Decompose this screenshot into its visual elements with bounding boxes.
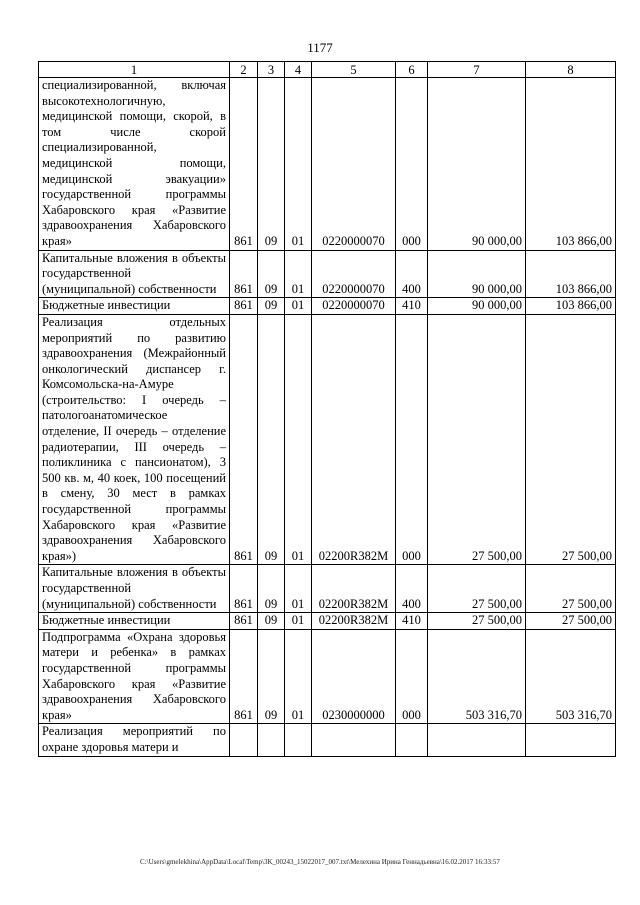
table-row xyxy=(39,250,616,298)
col-header-2: 2 xyxy=(230,62,258,78)
row-name: Бюджетные инвестиции xyxy=(39,613,230,630)
section-code: 09 xyxy=(258,78,285,251)
expense-type-code: 000 xyxy=(396,629,428,724)
header-row xyxy=(39,62,616,78)
amount-col-7: 90 000,00 xyxy=(428,78,526,251)
col-header-3: 3 xyxy=(258,62,285,78)
col-header-1: 1 xyxy=(39,62,230,78)
table-row-continued xyxy=(39,724,616,756)
ved-code: 861 xyxy=(230,78,258,251)
amount-col-7: 27 500,00 xyxy=(428,565,526,613)
col-header-6: 6 xyxy=(396,62,428,78)
amount-col-8: 103 866,00 xyxy=(526,78,616,251)
ved-code: 861 xyxy=(230,629,258,724)
empty-cell xyxy=(396,724,428,756)
amount-col-7: 27 500,00 xyxy=(428,613,526,630)
row-name: Реализация мероприятий по охране здоровья матери и xyxy=(39,724,230,756)
empty-cell xyxy=(258,724,285,756)
ved-code: 861 xyxy=(230,298,258,315)
expense-type-code: 400 xyxy=(396,565,428,613)
section-code: 09 xyxy=(258,629,285,724)
row-name: специализированной, включая высокотехнологичную, медицинской помощи, скорой, в том числе скорой специализированной, медицинской помощи, медицинской эвакуации» государственной программы Хабаровского края «Развитие здравоохранения Хабаровского края» xyxy=(39,78,230,251)
empty-cell xyxy=(312,724,396,756)
section-code: 09 xyxy=(258,613,285,630)
subsection-code: 01 xyxy=(285,78,312,251)
amount-col-7: 90 000,00 xyxy=(428,250,526,298)
amount-col-7: 90 000,00 xyxy=(428,298,526,315)
amount-col-8: 503 316,70 xyxy=(526,629,616,724)
table-row xyxy=(39,78,616,251)
amount-col-8: 103 866,00 xyxy=(526,250,616,298)
empty-cell xyxy=(428,724,526,756)
subsection-code: 01 xyxy=(285,629,312,724)
row-name: Капитальные вложения в объекты государственной (муниципальной) собственности xyxy=(39,250,230,298)
page-number: 1177 xyxy=(307,40,333,55)
table-row xyxy=(39,629,616,724)
target-article-code: 0230000000 xyxy=(312,629,396,724)
table-row xyxy=(39,613,616,630)
ved-code: 861 xyxy=(230,314,258,565)
section-code: 09 xyxy=(258,298,285,315)
expense-type-code: 000 xyxy=(396,314,428,565)
expense-type-code: 410 xyxy=(396,298,428,315)
section-code: 09 xyxy=(258,250,285,298)
target-article-code: 0220000070 xyxy=(312,298,396,315)
table-row xyxy=(39,565,616,613)
col-header-8: 8 xyxy=(526,62,616,78)
expense-type-code: 400 xyxy=(396,250,428,298)
subsection-code: 01 xyxy=(285,250,312,298)
amount-col-7: 27 500,00 xyxy=(428,314,526,565)
empty-cell xyxy=(285,724,312,756)
ved-code: 861 xyxy=(230,565,258,613)
empty-cell xyxy=(230,724,258,756)
col-header-5: 5 xyxy=(312,62,396,78)
expense-type-code: 410 xyxy=(396,613,428,630)
ved-code: 861 xyxy=(230,250,258,298)
amount-col-8: 27 500,00 xyxy=(526,613,616,630)
row-name: Капитальные вложения в объекты государственной (муниципальной) собственности xyxy=(39,565,230,613)
ved-code: 861 xyxy=(230,613,258,630)
file-path-footer: C:\Users\gmelekhina\AppData\Local\Temp\3K_00243_15022017_007.txt\Мелехина Ирина Геннадьевна\16.02.2017 16:33:57 xyxy=(140,858,500,866)
subsection-code: 01 xyxy=(285,613,312,630)
subsection-code: 01 xyxy=(285,565,312,613)
row-name: Бюджетные инвестиции xyxy=(39,298,230,315)
target-article-code: 0220000070 xyxy=(312,250,396,298)
amount-col-8: 103 866,00 xyxy=(526,298,616,315)
target-article-code: 02200R382M xyxy=(312,613,396,630)
target-article-code: 0220000070 xyxy=(312,78,396,251)
expense-type-code: 000 xyxy=(396,78,428,251)
subsection-code: 01 xyxy=(285,298,312,315)
budget-table xyxy=(38,61,616,757)
amount-col-7: 503 316,70 xyxy=(428,629,526,724)
section-code: 09 xyxy=(258,314,285,565)
table-row xyxy=(39,314,616,565)
subsection-code: 01 xyxy=(285,314,312,565)
target-article-code: 02200R382M xyxy=(312,565,396,613)
row-name: Подпрограмма «Охрана здоровья матери и ребенка» в рамках государственной программы Хабаровского края «Развитие здравоохранения Хабаровского края» xyxy=(39,629,230,724)
empty-cell xyxy=(526,724,616,756)
col-header-4: 4 xyxy=(285,62,312,78)
section-code: 09 xyxy=(258,565,285,613)
amount-col-8: 27 500,00 xyxy=(526,314,616,565)
target-article-code: 02200R382M xyxy=(312,314,396,565)
col-header-7: 7 xyxy=(428,62,526,78)
row-name: Реализация отдельных мероприятий по развитию здравоохранения (Межрайонный онкологический диспансер г. Комсомольска-на-Амуре (строительство: I очередь – патологоанатомическое отделение, II очередь – отделение радиотерапии, III очередь – поликлиника с пансионатом), 3 500 кв. м, 40 коек, 100 посещений в смену, 30 мест в рамках государственной программы Хабаровского края «Развитие здравоохранения Хабаровского края») xyxy=(39,314,230,565)
table-row xyxy=(39,298,616,315)
amount-col-8: 27 500,00 xyxy=(526,565,616,613)
